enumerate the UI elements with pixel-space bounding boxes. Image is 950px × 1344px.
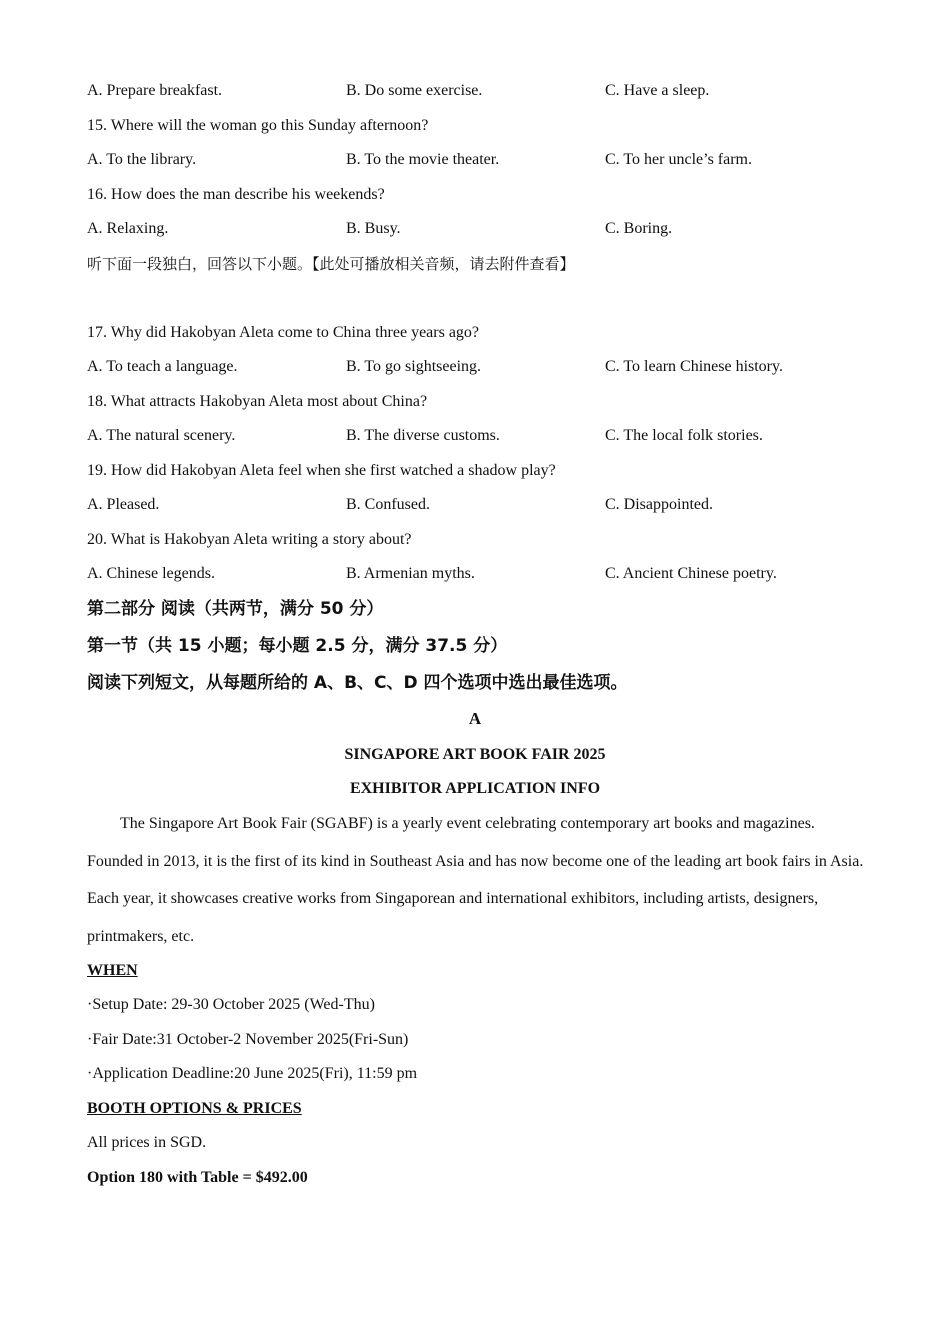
q18-option-b: B. The diverse customs. [346,427,500,444]
q15-option-a: A. To the library. [87,151,197,168]
passage-intro: The Singapore Art Book Fair (SGABF) is a yearly event celebrating contemporary art books and magazines. Founded in 2013, it is the first of its kind in Southeast Asia and has now become one of the leading art book fairs in Asia. Each year, it showcases creative works from Singaporean and international exhibitors, including artists, designers, printmakers, etc. [87,815,864,945]
q17-option-a: A. To teach a language. [87,358,238,375]
q17-option-c: C. To learn Chinese history. [605,358,783,375]
booth-heading: BOOTH OPTIONS & PRICES [87,1100,302,1117]
q16-option-c: C. Boring. [605,220,673,237]
q17-option-b: B. To go sightseeing. [346,358,482,375]
q20-question: 20. What is Hakobyan Aleta writing a story about? [87,531,412,548]
when-setup-date: ·Setup Date: 29-30 October 2025 (Wed-Thu) [87,996,375,1013]
when-fair-date: ·Fair Date:31 October-2 November 2025(Fri-Sun) [87,1031,409,1048]
part-two-heading: 第二部分 阅读（共两节，满分 50 分） [87,599,384,619]
monologue-instruction: 听下面一段独白，回答以下小题。【此处可播放相关音频，请去附件查看】 [87,255,575,273]
q18-option-a: A. The natural scenery. [87,427,236,444]
q20-option-b: B. Armenian myths. [346,565,475,582]
q16-option-a: A. Relaxing. [87,220,169,237]
q20-options [87,564,867,584]
booth-option-1: Option 180 with Table = $492.00 [87,1169,308,1186]
q18-options [87,426,867,446]
q20-option-a: A. Chinese legends. [87,565,215,582]
q19-question: 19. How did Hakobyan Aleta feel when she first watched a shadow play? [87,462,556,479]
q14-options [87,81,867,101]
q15-option-b: B. To the movie theater. [346,151,500,168]
q19-options [87,495,867,515]
q16-question: 16. How does the man describe his weekends? [87,186,385,203]
passage-title: SINGAPORE ART BOOK FAIR 2025 [344,746,606,763]
q14-option-a: A. Prepare breakfast. [87,82,223,99]
section-one-heading: 第一节（共 15 小题；每小题 2.5 分，满分 37.5 分） [87,636,508,656]
when-heading: WHEN [87,962,138,979]
when-deadline: ·Application Deadline:20 June 2025(Fri), 11:59 pm [87,1065,418,1082]
prices-note: All prices in SGD. [87,1134,207,1151]
q20-option-c: C. Ancient Chinese poetry. [605,565,777,582]
passage-subtitle: EXHIBITOR APPLICATION INFO [349,780,601,797]
q17-question: 17. Why did Hakobyan Aleta come to China three years ago? [87,324,480,341]
passage-label: A [468,709,482,728]
q16-options [87,219,867,239]
q14-option-b: B. Do some exercise. [346,82,483,99]
q16-option-b: B. Busy. [346,220,401,237]
q19-option-a: A. Pleased. [87,496,160,513]
reading-instruction: 阅读下列短文，从每题所给的 A、B、C、D 四个选项中选出最佳选项。 [87,673,628,693]
q18-option-c: C. The local folk stories. [605,427,763,444]
q15-question: 15. Where will the woman go this Sunday afternoon? [87,117,429,134]
q19-option-b: B. Confused. [346,496,430,513]
q19-option-c: C. Disappointed. [605,496,713,513]
q18-question: 18. What attracts Hakobyan Aleta most about China? [87,393,428,410]
q15-option-c: C. To her uncle’s farm. [605,151,752,168]
q14-option-c: C. Have a sleep. [605,82,710,99]
q17-options [87,357,867,377]
q15-options [87,150,867,170]
